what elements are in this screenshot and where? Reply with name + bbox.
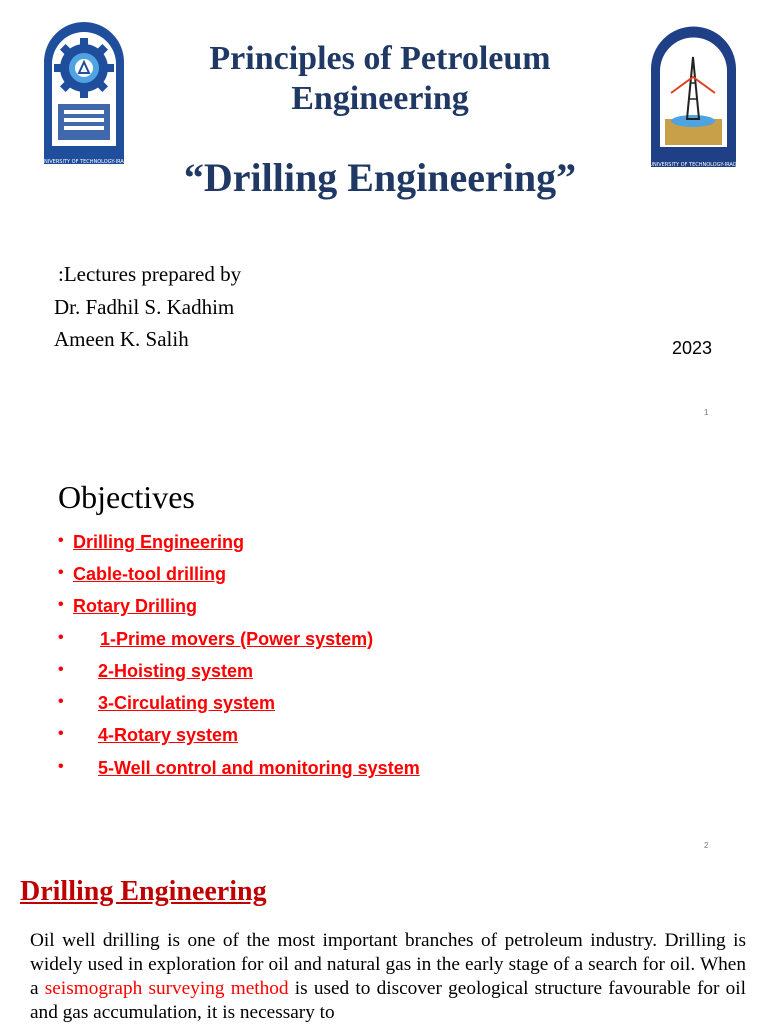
department-logo-right bbox=[647, 23, 740, 171]
objective-text: 2-Hoisting system bbox=[98, 661, 254, 681]
objective-text: 3-Circulating system bbox=[98, 693, 276, 713]
bullet-icon: • bbox=[58, 564, 64, 581]
objective-text: 4-Rotary system bbox=[98, 725, 239, 745]
drilling-engineering-slide bbox=[0, 855, 768, 1024]
author-name: Ameen K. Salih bbox=[54, 327, 189, 351]
bullet-icon: • bbox=[58, 661, 64, 678]
subtitle: “Drilling Engineering” bbox=[183, 155, 577, 200]
title-line-1: Principles of Petroleum bbox=[209, 40, 551, 77]
bullet-icon: • bbox=[58, 693, 64, 710]
objective-text: 5-Well control and monitoring system bbox=[98, 758, 420, 778]
svg-text:UNIVERSITY OF TECHNOLOGY-IRAQ: UNIVERSITY OF TECHNOLOGY-IRAQ bbox=[40, 159, 128, 165]
bullet-icon: • bbox=[58, 725, 64, 742]
section-heading: Drilling Engineering bbox=[20, 876, 267, 907]
objectives-slide bbox=[0, 430, 768, 855]
svg-text:UNIVERSITY OF TECHNOLOGY-IRAQ: UNIVERSITY OF TECHNOLOGY-IRAQ bbox=[649, 162, 737, 168]
paragraph-text: Oil well drilling is one of the most important branches of petroleum industry. Drilling is widely used in exploration for oil and natural gas in the early stage of a search for oil. When a bbox=[30, 930, 746, 999]
objectives-heading: Objectives bbox=[58, 479, 195, 515]
objective-text: 1-Prime movers (Power system) bbox=[100, 629, 374, 649]
bullet-icon: • bbox=[58, 596, 64, 613]
page-number: 2 bbox=[704, 841, 709, 850]
bullet-icon: • bbox=[58, 629, 64, 646]
bullet-icon: • bbox=[58, 758, 64, 775]
body-paragraph bbox=[30, 929, 746, 1024]
title-line-2: Engineering bbox=[291, 80, 469, 117]
author-name: Dr. Fadhil S. Kadhim bbox=[54, 295, 235, 319]
university-logo-left bbox=[40, 18, 128, 168]
highlighted-term: seismograph surveying method bbox=[44, 978, 289, 999]
objective-text: Rotary Drilling bbox=[73, 596, 198, 616]
page-number: 1 bbox=[704, 408, 709, 417]
prepared-by-label: :Lectures prepared by bbox=[58, 262, 242, 286]
paragraph-text: is used to discover geological structure favourable for oil and gas accumulation, it is necessary to bbox=[30, 978, 746, 1023]
objective-text: Cable-tool drilling bbox=[73, 564, 226, 584]
objective-text: Drilling Engineering bbox=[73, 532, 245, 552]
year-label: 2023 bbox=[672, 338, 713, 358]
bullet-icon: • bbox=[58, 532, 64, 549]
title-slide bbox=[0, 0, 768, 430]
